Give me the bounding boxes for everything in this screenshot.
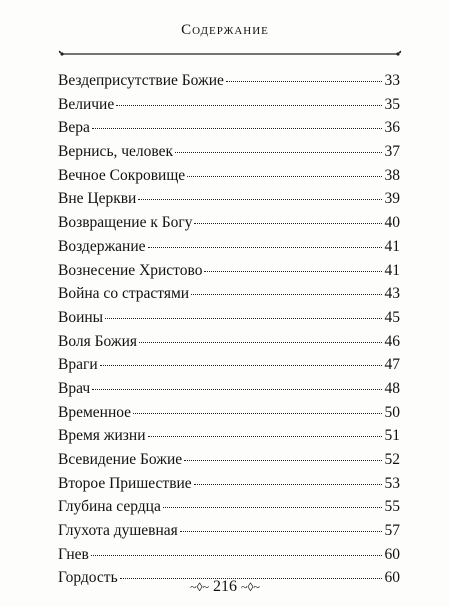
- toc-entry-page: 60: [384, 545, 400, 563]
- dot-leader: [226, 81, 382, 82]
- toc-entry-title: Вознесение Христово: [58, 261, 203, 279]
- dot-leader: [148, 247, 382, 248]
- toc-entry-page: 38: [384, 166, 400, 184]
- toc-entry-title: Вернись, человек: [58, 143, 174, 161]
- dot-leader: [133, 413, 381, 414]
- toc-entry-title: Гнев: [58, 545, 89, 563]
- toc-entry: [58, 475, 400, 499]
- dot-leader: [187, 176, 381, 177]
- dot-leader: [148, 436, 382, 437]
- toc-entry-page: 41: [384, 237, 400, 255]
- dot-leader: [180, 531, 382, 532]
- toc-entry: [58, 238, 400, 262]
- footer-ornament-left: ~◊~: [190, 580, 209, 594]
- dot-leader: [92, 389, 381, 390]
- toc-entry: [58, 143, 400, 167]
- toc-entry-title: Временное: [58, 403, 132, 421]
- toc-entry-page: 46: [384, 332, 400, 350]
- dot-leader: [175, 152, 381, 153]
- toc-entry-page: 55: [384, 498, 400, 516]
- toc-entry: [58, 546, 400, 570]
- dot-leader: [92, 128, 382, 129]
- toc-entry-page: 43: [384, 285, 400, 303]
- toc-entry: [58, 167, 400, 191]
- toc-entry: [58, 285, 400, 309]
- toc-entry-page: 50: [384, 403, 400, 421]
- toc-entry-page: 35: [384, 95, 400, 113]
- toc-entry: [58, 404, 400, 428]
- toc-entry-page: 52: [384, 451, 400, 468]
- toc-entry-title: Война со страстями: [58, 285, 190, 303]
- toc-entry-title: Время жизни: [58, 427, 146, 445]
- toc-entry: [58, 262, 400, 286]
- toc-entry-page: 36: [384, 119, 400, 137]
- toc-entry: [58, 190, 400, 214]
- toc-entry: [58, 522, 400, 546]
- toc-entry: [58, 96, 400, 120]
- footer-ornament-right: ~◊~: [241, 580, 260, 594]
- page-header: Содержание: [181, 22, 269, 38]
- toc-entry-page: 48: [384, 379, 400, 397]
- toc-entry: [58, 72, 400, 96]
- toc-entry-page: 45: [384, 308, 400, 326]
- toc-entry-page: 47: [384, 356, 400, 374]
- toc-entry-page: 40: [384, 214, 400, 232]
- toc-entry-title: Величие: [58, 95, 115, 113]
- toc-entry-title: Воздержание: [58, 237, 146, 255]
- toc-entry-page: 60: [384, 569, 400, 587]
- toc-entry-page: 57: [384, 522, 400, 540]
- toc-entry: [58, 380, 400, 404]
- header-ornament-rule: [58, 48, 402, 60]
- toc-entry: [58, 451, 400, 475]
- toc-entry-title: Враги: [58, 356, 98, 374]
- dot-leader: [191, 294, 381, 295]
- dot-leader: [139, 342, 381, 343]
- toc-entry: [58, 333, 400, 357]
- dot-leader: [184, 460, 381, 461]
- dot-leader: [91, 555, 382, 556]
- dot-leader: [204, 271, 381, 272]
- dot-leader: [116, 105, 381, 106]
- table-of-contents: [58, 72, 400, 593]
- toc-entry-page: 39: [384, 190, 400, 208]
- toc-entry-page: 53: [384, 474, 400, 492]
- toc-entry: [58, 309, 400, 333]
- toc-entry-title: Гордость: [58, 569, 118, 587]
- toc-entry-page: 41: [384, 261, 400, 279]
- toc-entry-title: Вечное Сокровище: [58, 166, 186, 184]
- dot-leader: [163, 507, 382, 508]
- toc-entry: [58, 427, 400, 451]
- dot-leader: [100, 365, 382, 366]
- dot-leader: [105, 318, 381, 319]
- toc-entry-title: Воля Божия: [58, 332, 138, 350]
- toc-entry-title: Глухота душевная: [58, 522, 178, 540]
- toc-entry-page: 51: [384, 427, 400, 445]
- toc-entry-page: 33: [384, 72, 400, 89]
- toc-entry: [58, 356, 400, 380]
- toc-entry-page: 37: [384, 143, 400, 161]
- toc-entry-title: Вне Церкви: [58, 190, 137, 208]
- toc-entry-title: Всевидение Божие: [58, 451, 183, 468]
- toc-entry-title: Второе Пришествие: [58, 474, 192, 492]
- toc-entry-title: Глубина сердца: [58, 498, 161, 516]
- toc-entry-title: Возвращение к Богу: [58, 214, 193, 232]
- toc-entry: [58, 214, 400, 238]
- toc-entry-title: Воины: [58, 308, 104, 326]
- dot-leader: [138, 199, 381, 200]
- dot-leader: [194, 223, 381, 224]
- toc-entry: [58, 498, 400, 522]
- toc-entry-title: Врач: [58, 379, 91, 397]
- page-footer: [0, 578, 450, 596]
- dot-leader: [194, 484, 382, 485]
- page-number: 216: [213, 578, 237, 595]
- toc-entry-title: Вездеприсутствие Божие: [58, 72, 224, 89]
- toc-entry: [58, 119, 400, 143]
- toc-entry-title: Вера: [58, 119, 90, 137]
